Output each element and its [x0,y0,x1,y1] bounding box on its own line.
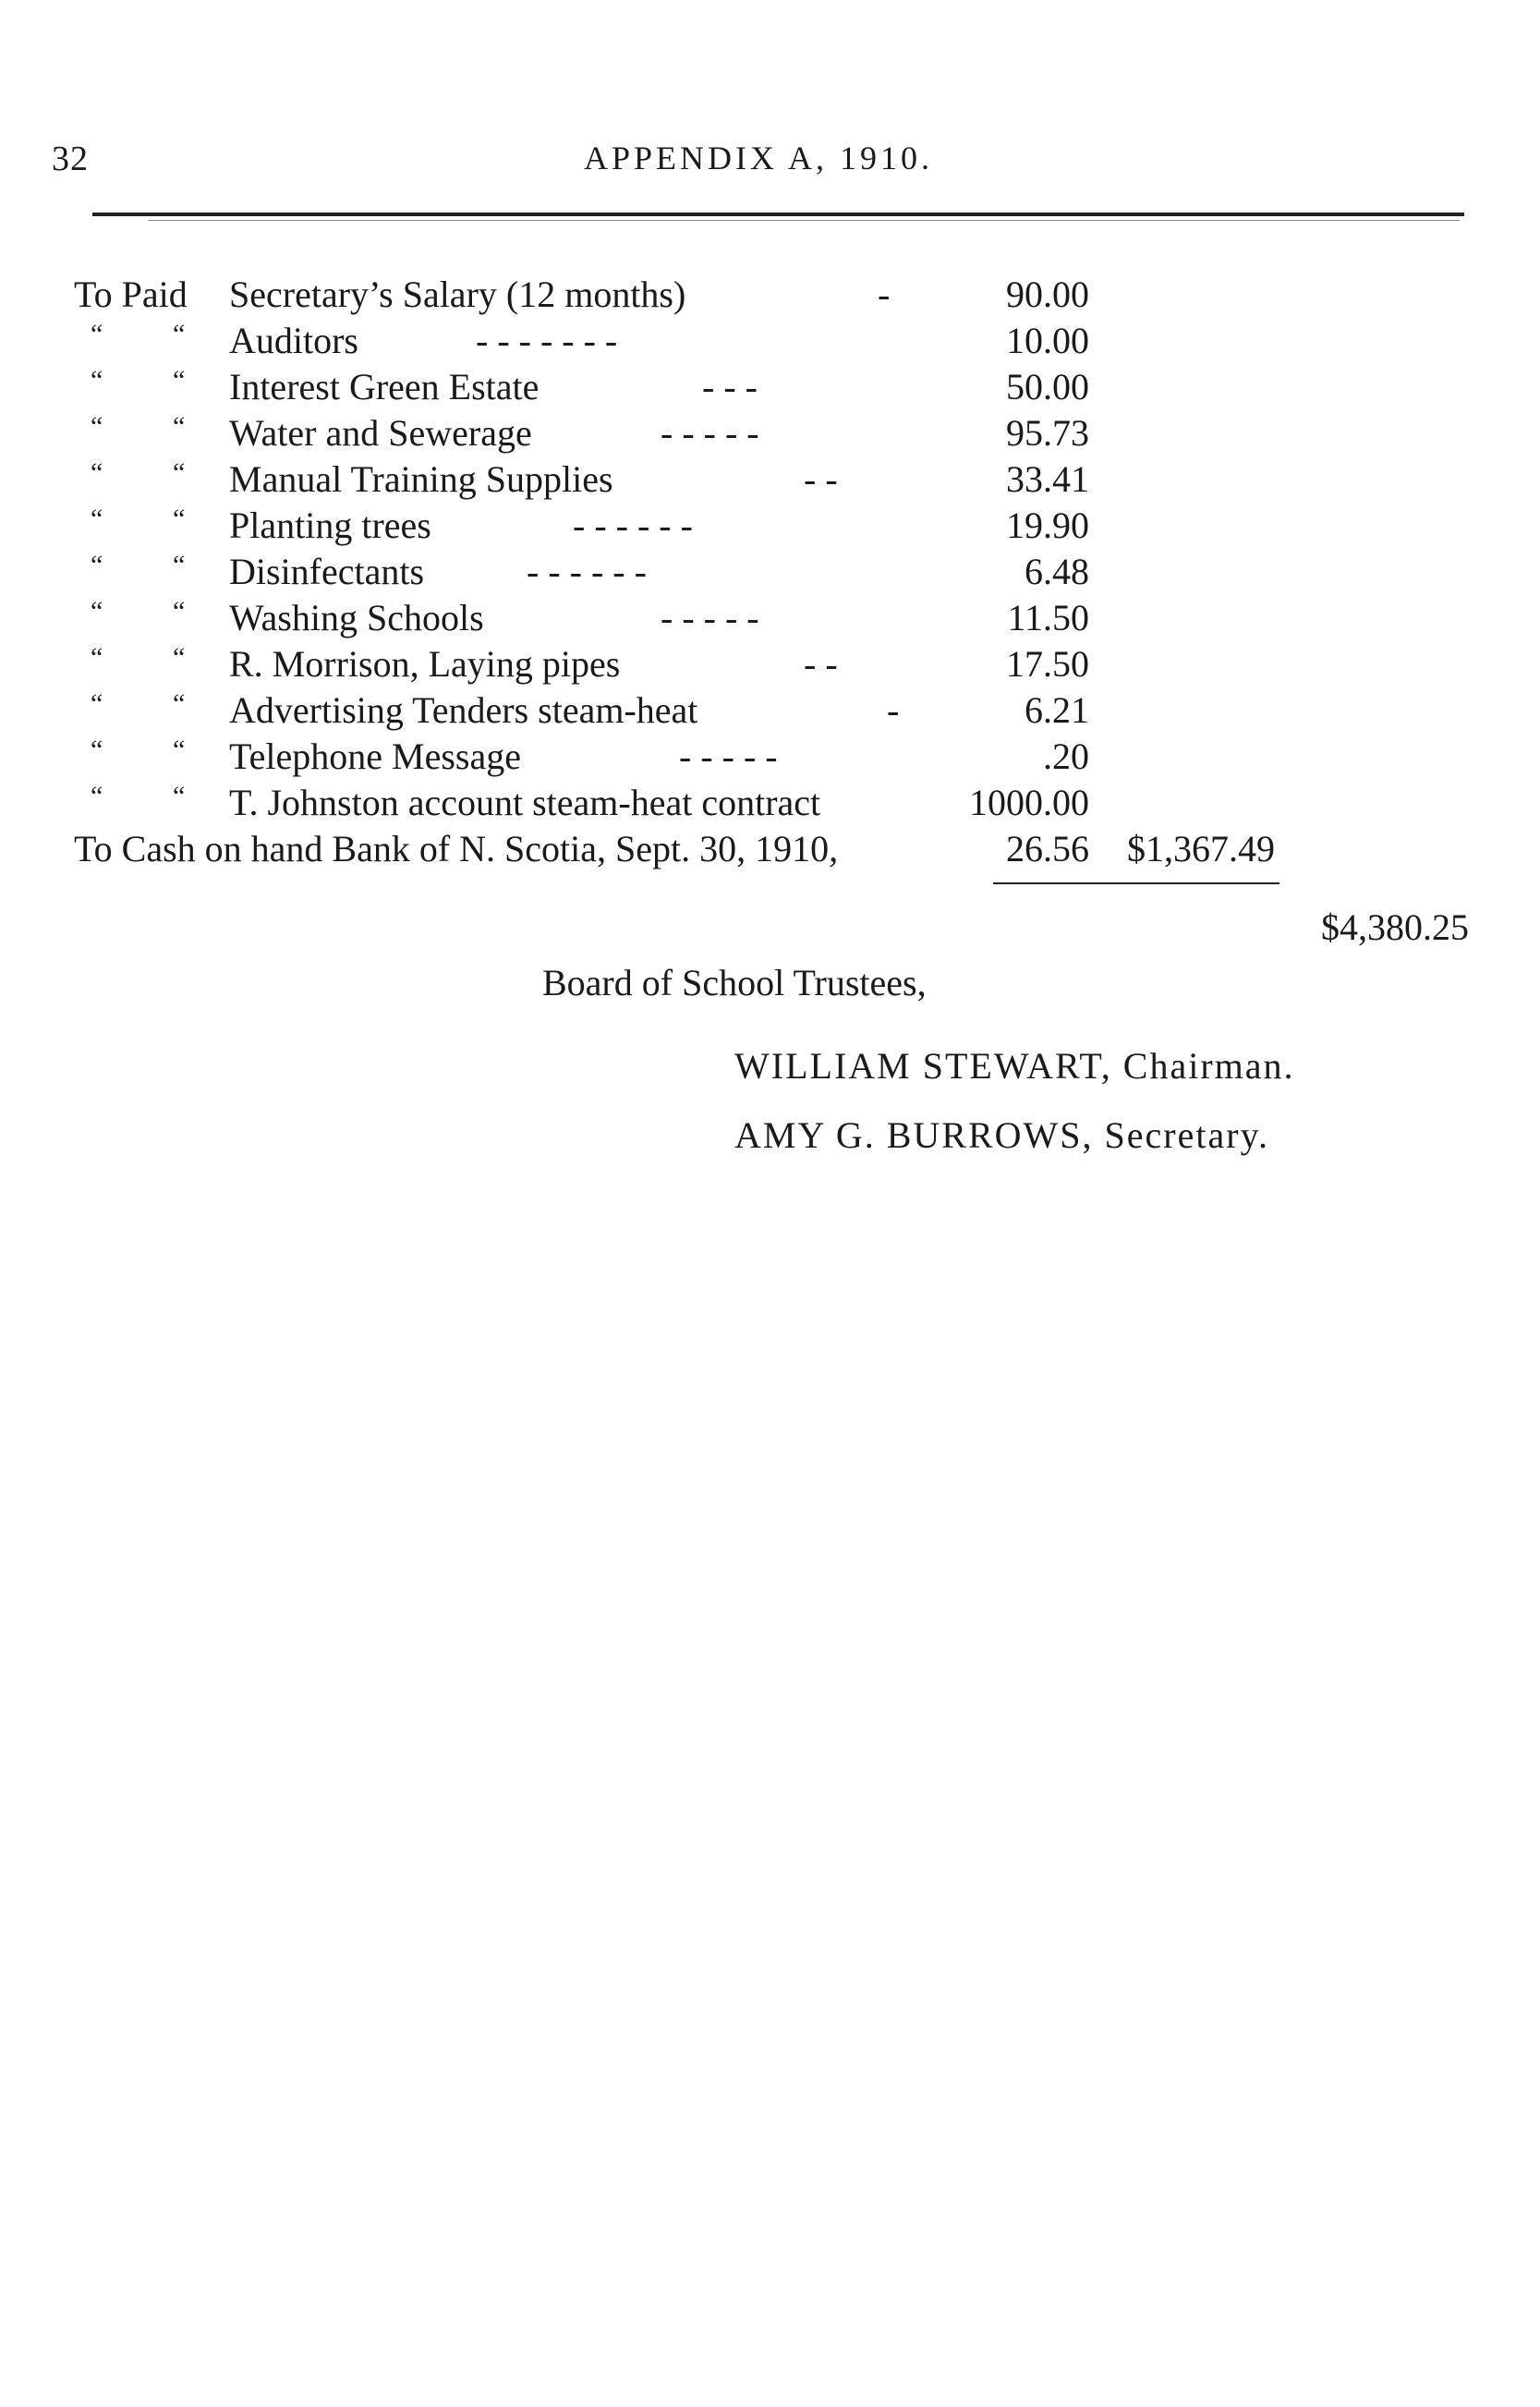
grand-total: $4,380.25 [1321,906,1469,948]
row-leader-dashes: - [887,689,900,731]
ledger-row [0,411,1540,457]
running-head: APPENDIX A, 1910. [583,140,934,176]
ditto-mark: “ [91,735,103,765]
ditto-mark: “ [91,319,103,349]
row-lead: To Paid [74,274,188,315]
ditto-mark: “ [91,688,103,719]
ledger-row [0,273,1540,319]
ditto-mark: “ [91,365,103,395]
secretary-signature: AMY G. BURROWS, Secretary. [734,1114,1269,1156]
ditto-mark: “ [173,642,186,673]
ditto-mark: “ [173,365,186,395]
ledger-row [0,688,1540,735]
ledger-row [0,504,1540,550]
row-description: Manual Training Supplies [229,458,613,500]
row-leader-dashes: - - - - - [661,597,759,638]
row-description: Water and Sewerage [229,412,532,454]
row-description: Interest Green Estate [229,366,540,407]
ditto-mark: “ [173,504,186,534]
row-amount: 95.73 [1006,412,1089,454]
page-number: 32 [52,140,89,178]
chairman-signature: WILLIAM STEWART, Chairman. [734,1045,1295,1087]
row-leader-dashes: - - [804,458,838,500]
ditto-mark: “ [173,550,186,580]
row-amount: 10.00 [1006,320,1089,361]
row-description: Auditors [229,320,358,361]
row-leader-dashes: - - - [702,366,758,407]
row-leader-dashes: - - - - - - - [476,320,618,361]
header-rule [92,213,1464,216]
ditto-mark: “ [91,642,103,673]
row-leader-dashes: - - - - - [661,412,759,454]
header-rule-thin [148,220,1460,221]
ditto-mark: “ [173,688,186,719]
board-heading: Board of School Trustees, [542,962,927,1003]
row-amount: .20 [1043,735,1089,777]
ledger-row [0,457,1540,504]
ledger-row [0,365,1540,411]
row-description: Disinfectants [229,551,425,592]
ledger-row [0,319,1540,365]
row-leader-dashes: - - - - - - [527,551,647,592]
row-amount: 6.48 [1025,551,1089,592]
row-leader-dashes: - - - - - [679,735,778,777]
page-header [52,139,1465,185]
row-leader-dashes: - - - - - - [573,504,693,546]
ditto-mark: “ [91,411,103,442]
ditto-mark: “ [173,457,186,488]
cash-amount: 26.56 [1006,828,1089,869]
ditto-mark: “ [91,596,103,626]
ditto-mark: “ [91,781,103,811]
row-description: Planting trees [229,504,431,546]
row-amount: 6.21 [1025,689,1089,731]
row-description: Advertising Tenders steam-heat [229,689,698,731]
ditto-mark: “ [91,457,103,488]
row-amount: 90.00 [1006,274,1089,315]
ditto-mark: “ [173,319,186,349]
cash-subtotal: $1,367.49 [1127,828,1275,869]
ledger-row [0,596,1540,642]
row-amount: 11.50 [1007,597,1089,638]
row-leader-dashes: - - [804,643,838,685]
row-description: Washing Schools [229,597,484,638]
ditto-mark: “ [173,411,186,442]
row-amount: 19.90 [1006,504,1089,546]
ditto-mark: “ [91,504,103,534]
row-amount: 1000.00 [969,782,1089,823]
ditto-mark: “ [91,550,103,580]
cash-description: To Cash on hand Bank of N. Scotia, Sept. 30, 1910, [74,828,839,869]
row-amount: 17.50 [1006,643,1089,685]
ditto-mark: “ [173,596,186,626]
row-leader-dashes: - [878,274,891,315]
row-amount: 50.00 [1006,366,1089,407]
ditto-mark: “ [173,735,186,765]
ledger-row [0,781,1540,827]
row-amount: 33.41 [1006,458,1089,500]
cash-on-hand-row [0,827,1540,873]
ditto-mark: “ [173,781,186,811]
row-description: Telephone Message [229,735,521,777]
ledger-row [0,735,1540,781]
subtotal-rule [993,882,1279,884]
row-description: R. Morrison, Laying pipes [229,643,621,685]
row-description: Secretary’s Salary (12 months) [229,274,686,315]
ledger-row [0,550,1540,596]
row-description: T. Johnston account steam-heat contract [229,782,821,823]
ledger-row [0,642,1540,688]
